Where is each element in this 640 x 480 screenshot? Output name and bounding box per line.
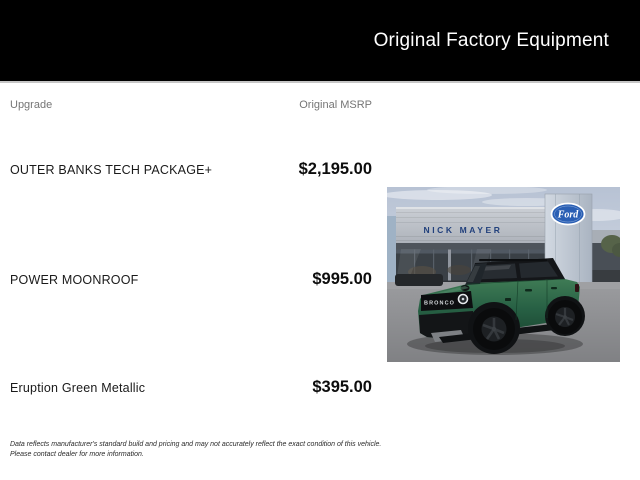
front-wheel bbox=[473, 308, 515, 350]
door-handle bbox=[551, 287, 557, 289]
page-header bbox=[0, 0, 640, 83]
dealership-sign-text: NICK MAYER bbox=[423, 225, 503, 235]
dealership-right-wing bbox=[592, 230, 620, 282]
door-handle bbox=[525, 289, 532, 292]
disclaimer-line-2: Please contact dealer for more information. bbox=[10, 451, 144, 458]
disclaimer bbox=[10, 440, 410, 460]
parked-car bbox=[395, 274, 443, 286]
option-row-label: Eruption Green Metallic bbox=[10, 381, 146, 395]
grille-text: BRONCO bbox=[424, 300, 456, 307]
page-title: Original Factory Equipment bbox=[373, 30, 609, 51]
option-row-label: POWER MOONROOF bbox=[10, 273, 139, 287]
option-row-label: OUTER BANKS TECH PACKAGE+ bbox=[10, 163, 213, 177]
option-row-price: $995.00 bbox=[312, 270, 372, 288]
rear-wheel bbox=[548, 300, 582, 334]
option-row-price: $395.00 bbox=[312, 378, 372, 396]
vehicle-photo bbox=[387, 187, 620, 362]
disclaimer-line-1: Data reflects manufacturer's standard build and pricing and may not accurately reflect the exact condition of this vehicle. bbox=[10, 441, 382, 448]
ford-logo bbox=[552, 204, 585, 225]
fender-badge bbox=[505, 298, 511, 301]
taillight bbox=[575, 284, 579, 292]
option-row-price: $2,195.00 bbox=[298, 160, 372, 178]
ford-logo-text: Ford bbox=[557, 209, 579, 221]
column-header-msrp: Original MSRP bbox=[299, 99, 372, 111]
column-header-upgrade: Upgrade bbox=[10, 99, 53, 111]
